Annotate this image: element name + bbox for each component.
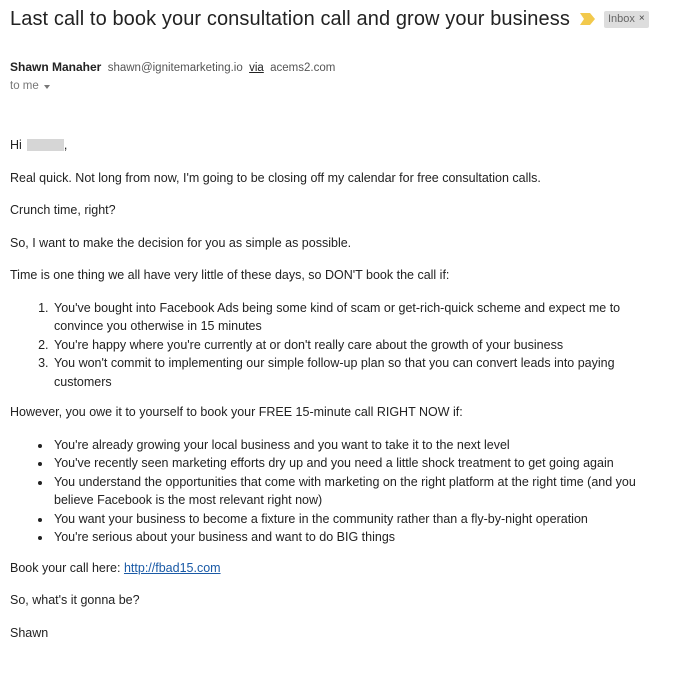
list-item: • You want your business to become a fixture in the community rather than a fly-by-night operation (52, 510, 660, 529)
list-item: 2. You're happy where you're currently at or don't really care about the growth of your business (52, 336, 660, 355)
inbox-label: Inbox (607, 13, 635, 25)
sender-email: shawn@ignitemarketing.io (107, 62, 243, 74)
email-subject: Last call to book your consultation call and grow your business (10, 7, 570, 30)
paragraph: Crunch time, right? (10, 203, 116, 217)
list-item: • You understand the opportunities that come with marketing on the right platform at the right time (and you believe Facebook is the most relevant right now) (52, 473, 660, 510)
paragraph: However, you owe it to yourself to book your FREE 15-minute call RIGHT NOW if: (10, 405, 463, 419)
paragraph: So, I want to make the decision for you as simple as possible. (10, 235, 352, 250)
subject-row (10, 6, 692, 32)
list-item: • You've recently seen marketing efforts dry up and you need a little shock treatment to get going again (52, 454, 660, 473)
greeting-punct: , (63, 138, 68, 152)
book-call-paragraph (10, 559, 660, 578)
greeting-text: Hi (10, 138, 22, 152)
sender-row (10, 60, 335, 74)
recipient-row[interactable] (10, 80, 50, 92)
sender-name[interactable]: Shawn Manaher (10, 60, 102, 74)
paragraph: Real quick. Not long from now, I'm going to be closing off my calendar for free consultation calls. (10, 170, 541, 185)
redacted-name (27, 139, 64, 151)
email-body (10, 136, 660, 656)
list-item: • You're serious about your business and want to do BIG things (52, 528, 660, 547)
inbox-label-chip[interactable] (604, 11, 649, 28)
via-domain: acems2.com (270, 62, 336, 74)
book-call-prefix: Book your call here: (10, 560, 121, 575)
close-icon[interactable]: × (638, 13, 645, 24)
recipient-label: to me (10, 80, 39, 92)
list-item: • You're already growing your local business and you want to take it to the next level (52, 436, 660, 455)
greeting (10, 136, 660, 155)
importance-marker-icon[interactable] (580, 13, 596, 25)
do-list (10, 436, 660, 547)
chevron-down-icon[interactable] (44, 85, 50, 89)
via-link[interactable]: via (249, 62, 264, 74)
booking-link[interactable]: http://fbad15.com (123, 560, 221, 575)
signature: Shawn (10, 625, 49, 640)
list-item: 1. You've bought into Facebook Ads being some kind of scam or get-rich-quick scheme and expect me to convince you otherwise in 15 minutes (52, 299, 660, 336)
dont-list (10, 299, 660, 392)
paragraph: So, what's it gonna be? (10, 593, 140, 607)
list-item: 3. You won't commit to implementing our simple follow-up plan so that you can convert leads into paying customers (52, 354, 660, 391)
paragraph: Time is one thing we all have very little of these days, so DON'T book the call if: (10, 268, 450, 282)
